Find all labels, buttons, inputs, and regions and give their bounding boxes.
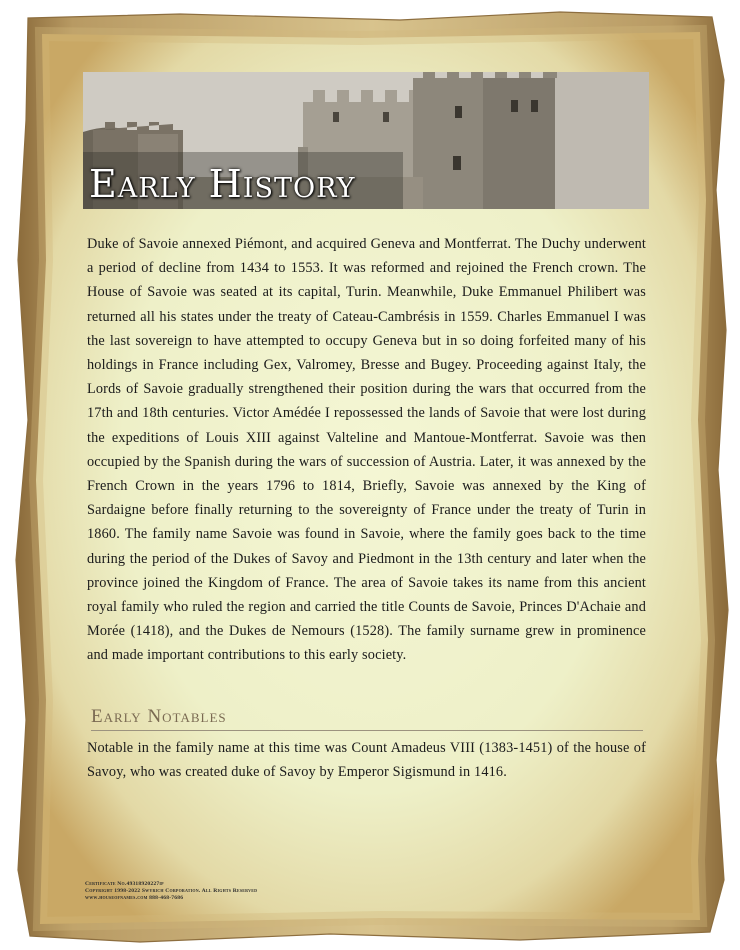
copyright-footer: [85, 881, 485, 902]
page-title: Early History: [89, 162, 356, 206]
certificate-number: Certificate No.49318920227ip: [85, 881, 164, 887]
website-contact: www.houseofnames.com 888-468-7686: [85, 895, 184, 901]
section-heading-early-notables: Early Notables: [91, 704, 643, 731]
copyright-notice: Copyright 1998-2022 Swyrich Corporation. All Rights Reserved: [85, 888, 258, 894]
notables-paragraph: Notable in the family name at this time was Count Amadeus VIII (1383-1451) of the house of Savoy, who was created duke of Savoy by Emperor Sigismund in 1416.: [87, 740, 646, 781]
castle-banner: [83, 72, 649, 209]
history-paragraph: Duke of Savoie annexed Piémont, and acquired Geneva and Montferrat. The Duchy underwent a period of decline from 1434 to 1553. It was reformed and rejoined the French crown. The House of Savoie was seated at its capital, Turin. Meanwhile, Duke Emmanuel Philibert was returned all his states under the treaty of Cateau-Cambrésis in 1559. Charles Emmanuel I was the last sovereign to have attempted to occupy Geneva but in so doing forfeited many of his holdings in France including Gex, Valromey, Bresse and Bugey. Proceeding against Italy, the Lords of Savoie gradually strengthened their position during the wars that occurred from the 17th and 18th centuries. Victor Amédée I repossessed the lands of Savoie that were lost during the expeditions of Louis XIII against Valteline and Mantoue-Montferrat. Savoie was then occupied by the Spanish during the wars of succession of Austria. Later, it was annexed by the French Crown in the years 1796 to 1814, Briefly, Savoie was annexed by the King of Sardaigne before finally returning to the sovereignty of France under the treaty of Turin in 1860. The family name Savoie was found in Savoie, where the family goes back to the time during the period of the Dukes of Savoy and Piedmont in the 13th century and later when the province joined the Kingdom of France. The area of Savoie takes its name from this ancient royal family who ruled the region and carried the title Counts de Savoie, Princes D'Achaie and Morée (1418), and the Dukes de Nemours (1528). The family surname grew in prominence and made important contributions to this early society.: [87, 236, 646, 664]
